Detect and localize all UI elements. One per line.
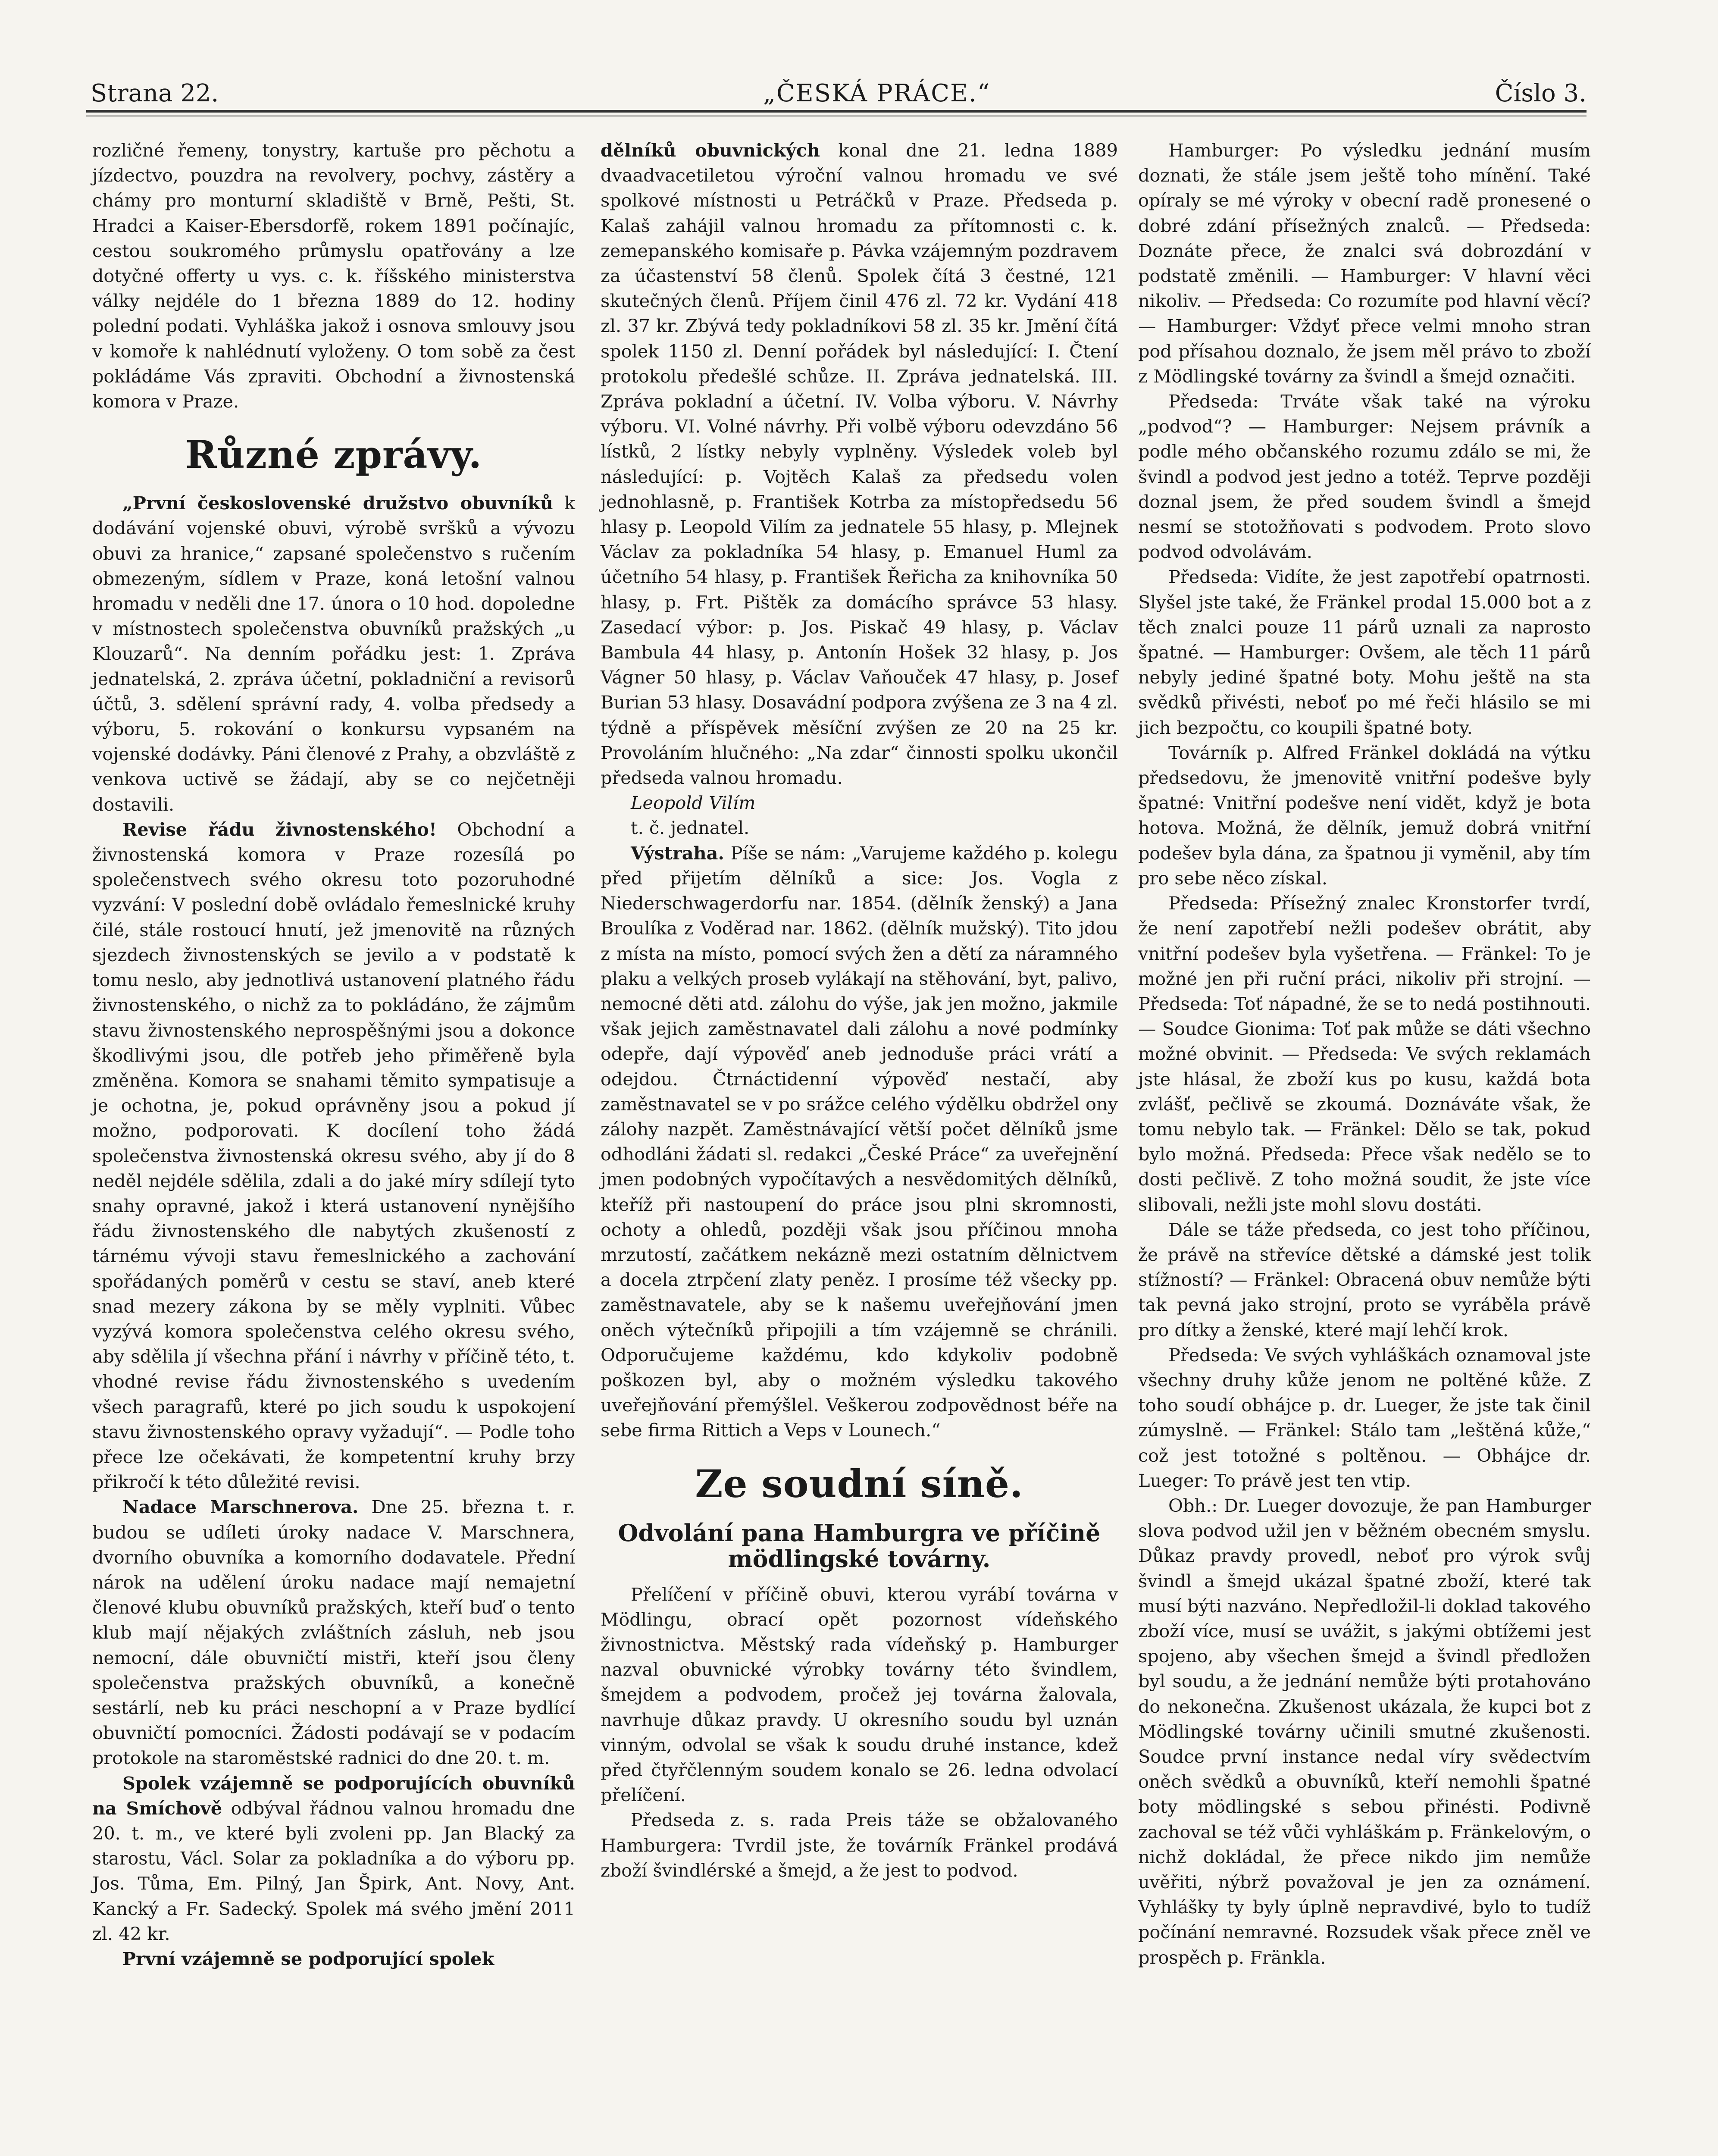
article-lead: dělníků obuvnických: [601, 140, 820, 161]
article-lead: Výstraha.: [631, 842, 724, 864]
article-subtitle-hamburger: Odvolání pana Hamburgra ve příčině mödlingské továrny.: [618, 1519, 1101, 1573]
signature-role: t. č. jednatel.: [631, 818, 750, 839]
column-2: [601, 138, 1118, 1883]
article-body: k dodávání vojenské obuvi, výrobě svršků a vývozu obuvi za hranice,“ zapsané společenstvo s ručením obmezeným, sídlem v Praze, koná letošní valnou hromadu v neděli dne 17. února o 10 hod. dopoledne v místnostech společenstva obuvníků pražských „u Klouzarů“. Na denním pořádku jest: 1. Zpráva jednatelská, 2. zpráva účetní, pokladniční a revisorů účtů, 3. sdělení správní rady, 4. volba předsedy a výboru, 5. rokování o konkursu vypsaném na vojenské dodávky. Páni členové z Prahy, a obzvláště z venkova uctivě se žádají, aby se co nejčetněji dostavili.: [92, 493, 575, 815]
court-paragraph: Předseda: Vidíte, že jest zapotřebí opatrnosti. Slyšel jste také, že Fränkel prodal 15.000 bot a z těch znalci pouze 11 párů uznali za naprosto špatné. — Hamburger: Ovšem, ale těch 11 párů nebyly jediné špatné boty. Mohu ještě na sta svědků přivésti, neboť po mé řeči hlásilo se mi jich bezpočtu, co koupili špatné boty.: [1138, 567, 1591, 738]
article-lead: Spolek vzájemně se podporujících obuvníků na Smíchově: [92, 1772, 575, 1819]
page-header: [91, 78, 1587, 109]
article-lead: „První československé družstvo obuvníků: [122, 492, 553, 514]
court-paragraph: Obh.: Dr. Lueger dovozuje, že pan Hamburger slova podvod užil jen v běžném obecném smyslu. Důkaz pravdy provedl, neboť pro výrok svůj švindl a šmejd ukázal špatné zboží, které tak musí býti nazváno. Nepředložil-li doklad takového zboží více, musí se uvážit, s jakými obtížemi jest spojeno, aby všechen šmejd a švindl předložen byl soudu, a že jednání nemůže býti protahováno do nekonečna. Zkušenost ukázala, že kupci bot z Mödlingské továrny učinili smutné zkušenosti. Soudce první instance nedal víry svědectvím oněch svědků a obuvníků, kteří nemohli špatné boty mödlingské s sebou přinésti. Podivně zachoval se též vůči vyhláškám p. Fränkelovým, o nichž dokládal, že přece nikdo jim nemůže uvěřiti, nýbrž považoval je jen za oznámení. Vyhlášky ty byly úplně nepravdivé, bylo to tudíž počínání nemravné. Rozsudek však přece zněl ve prospěch p. Fränkla.: [1138, 1495, 1591, 1968]
article-body: odbýval řádnou valnou hromadu dne 20. t. m., ve které byli zvoleni pp. Jan Blacký za starostu, Václ. Solar za pokladníka a do výboru pp. Jos. Tůma, Em. Pilný, Jan Špirk, Ant. Novy, Ant. Kancký a Fr. Sadecký. Spolek má svého jmění 2011 zl. 42 kr.: [92, 1798, 575, 1944]
section-title-ruzne-zpravy: Různé zprávy.: [185, 432, 482, 477]
page-number: Strana 22.: [91, 79, 219, 107]
article-druzstvo: [92, 491, 575, 817]
article-lead: Nadace Marschnerova.: [122, 1496, 359, 1518]
article-hamburger-intro: Přelíčení v příčině obuvi, kterou vyrábí továrna v Mödlingu, obrací opět pozornost vídeňského živnostnictva. Městský rada vídeňský p. Hamburger nazval obuvnické výrobky továrny této švindlem, šmejdem a podvodem, pročež jej továrna žalovala, navrhuje důkaz pravdy. U okresního soudu byl uznán vinným, odvolal se však k soudu druhé instance, kdež před čtyřčlenným soudem konalo se 26. ledna odvolací přelíčení.: [601, 1584, 1118, 1806]
article-hamburger-question: Předseda z. s. rada Preis táže se obžalovaného Hamburgera: Tvrdil jste, že továrník Fränkel prodává zboží švindlérské a šmejd, a že jest to podvod.: [601, 1810, 1118, 1881]
intro-paragraph: rozličné řemeny, tonystry, kartuše pro pěchotu a jízdectvo, pouzdra na revolvery, pochvy, zástěry a chámy pro monturní skladiště v Brně, Pešti, St. Hradci a Kaiser-Ebersdorfě, rokem 1891 počínajíc, cestou soukromého průmyslu opatřovány a lze dotyčné offerty u vys. c. k. říšského ministerstva války nejdéle do 1 března 1889 do 12. hodiny polední podati. Vyhláška jakož i osnova smlouvy jsou v komoře k nahlédnutí vyloženy. O tom sobě za čest pokládáme Vás zpraviti. Obchodní a živnostenská komora v Praze.: [92, 140, 575, 412]
issue-number: Číslo 3.: [1495, 79, 1587, 107]
court-paragraph: Dále se táže předseda, co jest toho příčinou, že právě na střevíce dětské a dámské jest tolik stížností? — Fränkel: Obracená obuv nemůže býti tak pevná jako strojní, proto se vyráběla právě pro dítky a ženské, které mají lehčí krok.: [1138, 1219, 1591, 1341]
signature-name: Leopold Vilím: [631, 793, 756, 814]
court-paragraph: Předseda: Ve svých vyhláškách oznamoval jste všechny druhy kůže jenom ne poltěné kůže. Z toho soudí obhájce p. dr. Lueger, že jste tak činil zúmyslně. — Fränkel: Stálo tam „leštěná kůže,“ což jest totožné s poltěnou. — Obhájce dr. Lueger: To právě jest ten vtip.: [1138, 1344, 1591, 1491]
court-paragraph: Továrník p. Alfred Fränkel dokládá na výtku předsedovu, že jmenovitě vnitřní podešve byly špatné: Vnitřní podešve není vidět, když je bota hotova. Možná, že dělník, jemuž dobrá vnitřní podešev byla dána, za špatnou ji vyměnil, aby tím pro sebe něco získal.: [1138, 742, 1591, 889]
column-1: [92, 138, 575, 1971]
header-rule-thick: [86, 110, 1587, 113]
article-lead: Revise řádu živnostenského!: [122, 818, 437, 840]
article-spolek-smichov: [92, 1771, 575, 1946]
article-prvni-spolek: [92, 1946, 575, 1971]
article-body: Dne 25. března t. r. budou se udíleti úroky nadace V. Marschnera, dvorního obuvníka a komorního dodavatele. Přední nárok na udělení úroku nadace mají nemajetní členové klubu obuvníků pražských, kteří buď o tento klub mají nějakých zvláštních zásluh, neb jsou nemocní, dále obuvničtí mistři, kteří jsou členy společenstva pražských obuvníků, a konečně sestárlí, neb ku práci neschopní a v Praze bydlící obuvničtí pomocníci. Žádosti podávají se v podacím protokole na staroměstské radnici do dne 20. t. m.: [92, 1497, 575, 1769]
section-title-soudni-sin: Ze soudní síně.: [695, 1461, 1023, 1506]
article-body: Obchodní a živnostenská komora v Praze rozesílá po společenstvech svého okresu toto pozoruhodné vyzvání: V poslední době ovládalo řemeslnické kruhy čilé, stále rostoucí hnutí, jež jmenovitě na různých sjezdech živnostenských se jevilo a v podstatě k tomu neslo, aby jednotlivá ustanovení platného řádu živnostenského, o nichž za to pokládáno, že zájmům stavu živnostenského neprospěšnými jsou a dokonce škodlivými jsou, dle potřeb jeho přiměřeně byla změněna. Komora se snahami těmito sympatisuje a je ochotna, je, pokud oprávněny jsou a pokud jí možno, podporovati. K docílení toho žádá společenstva živnostenská okresu svého, aby jí do 8 neděl nejdéle sdělila, zdali a do jaké míry sdílejí tyto snahy opravné, jakož i která ustanovení nynějšího řádu živnostenského dle nabytých zkušeností z tárnému vývoji stavu řemeslnického a zachování spořádaných poměrů v cestu se staví, aneb které snad mezery zákona by se měly vyplniti. Vůbec vyzývá komora společenstva celého okresu svého, aby sdělila jí všechna přání i návrhy v příčině této, t. vhodné revise řádu živnostenského s uvedením všech paragrafů, které po jich soudu k uspokojení stavu živnostenského opravy vyžadují“. — Podle toho přece lze očekávati, že kompetentní kruhy brzy přikročí k této důležité revisi.: [92, 819, 575, 1493]
masthead-title: „ČESKÁ PRÁCE.“: [763, 79, 991, 107]
article-nadace: [92, 1495, 575, 1771]
court-paragraph: Předseda: Přísežný znalec Kronstorfer tvrdí, že není zapotřebí nežli podešev obrátit, aby vnitřní podešev byla vyšetřena. — Fränkel: To je možné jen při ruční práci, nikoliv při strojní. — Předseda: Toť nápadné, že se to nedá postihnouti. — Soudce Gionima: Toť pak může se dáti všechno možné obvinit. — Předseda: Ve svých reklamách jste hlásal, že zboží kus po kusu, každá bota zvlášť, pečlivě se zkoumá. Doznáváte však, že tomu nebylo tak. — Fränkel: Dělo se tak, pokud bylo možná. Předseda: Přece však nedělo se to dosti pečlivě. Z toho možná soudit, že jste více slibovali, nežli jste mohl slovu dostáti.: [1138, 893, 1591, 1215]
article-vystraha: [601, 841, 1118, 1443]
article-body: Píše se nám: „Varujeme každého p. kolegu před přijetím dělníků a sice: Jos. Vogla z Niederschwagerdorfu nar. 1854. (dělník ženský) a Jana Broulíka z Voděrad nar. 1862. (dělník mužský). Tito jdou z místa na místo, pomocí svých žen a dětí za náramného plaku a velkých proseb vylákají na stěhování, byt, palivo, nemocné děti atd. zálohu do výše, jak jen možno, jakmile však jejich zaměstnavatel dali zálohu a nové podmínky odepře, dají výpověď aneb jednoduše práci vrátí a odejdou. Čtrnáctidenní výpověď nestačí, aby zaměstnavatel se v po srážce celého výdělku obdržel ony zálohy nazpět. Zaměstnávající větší počet dělníků jsme odhodláni žádati sl. redakci „České Práce“ za uveřejnění jmen podobných vypočítavých a nesvědomitých dělníků, kteříž při nastoupení do práce jsou plni skromnosti, ochoty a ohledů, později však jsou příčinou mnoha mrzutostí, začátkem nekázně mezi ostatním dělnictvem a docela ztrpčení zlaty peněz. I prosíme též všecky pp. zaměstnavatele, aby se k našemu uveřejňování jmen oněch výtečníků připojili a tím vzájemně se chránili. Odporučujeme každému, kdo kdykoliv podobně poškozen byl, aby o možném výsledku takového uveřejňování přemýšlel. Veškerou zodpovědnost béře na sebe firma Rittich a Veps v Lounech.“: [601, 843, 1118, 1441]
court-paragraph: Předseda: Trváte však také na výroku „podvod“? — Hamburger: Nejsem právník a podle mého občanského rozumu zdálo se mi, že švindl a podvod jest jedno a totéž. Teprve později doznal jsem, že před soudem švindl a šmejd nesmí se stotožňovati s podvodem. Proto slovo podvod odvolávám.: [1138, 391, 1591, 563]
article-spolek-delniku: [601, 138, 1118, 790]
article-lead: První vzájemně se podporující spolek: [122, 1948, 494, 1970]
article-body: konal dne 21. ledna 1889 dvaadvacetiletou výroční valnou hromadu ve své spolkové místnosti u Petráčků v Praze. Předseda p. Kalaš zahájil valnou hromadu za přítomnosti c. k. zemepanského komisaře p. Pávka vzájemným pozdravem za účastenství 58 členů. Spolek čítá 3 čestné, 121 skutečných členů. Příjem činil 476 zl. 72 kr. Vydání 418 zl. 37 kr. Zbývá tedy pokladníkovi 58 zl. 35 kr. Jmění čítá spolek 1150 zl. Denní pořádek byl následující: I. Čtení protokolu předešlé schůze. II. Zpráva jednatelská. III. Zpráva pokladní a účetní. IV. Volba výboru. V. Návrhy výboru. VI. Volné návrhy. Při volbě výboru odevzdáno 56 lístků, 2 lístky nebyly vyplněny. Výsledek voleb byl následující: p. Vojtěch Kalaš za předsedu volen jednohlasně, p. František Kotrba za místopředsedu 56 hlasy p. Leopold Vilím za jednatele 55 hlasy, p. Mlejnek Václav za pokladníka 54 hlasy, p. Emanuel Huml za účetního 54 hlasy, p. František Řeřicha za knihovníka 50 hlasy, p. Frt. Pištěk za domácího správce 53 hlasy. Zasedací výbor: p. Jos. Piskač 49 hlasy, p. Václav Bambula 44 hlasy, p. Antonín Hošek 32 hlasy, p. Jos Vágner 50 hlasy, p. Václav Vaňouček 47 hlasy, p. Josef Burian 53 hlasy. Dosavádní podpora zvýšena ze 3 na 4 zl. týdně a příspěvek měsíční zvýšen ze 20 na 25 kr. Provoláním hlučného: „Na zdar“ činnosti spolku ukončil předseda valnou hromadu.: [601, 140, 1118, 789]
article-revise: [92, 817, 575, 1495]
court-paragraph: Hamburger: Po výsledku jednání musím doznati, že stále jsem ještě toho mínění. Také opíraly se mé výroky v obecní radě pronesené o dobré zdání přísežných znalců. — Předseda: Doznáte přece, že znalci svá dobrozdání v podstatě změnili. — Hamburger: V hlavní věci nikoliv. — Předseda: Co rozumíte pod hlavní věcí? — Hamburger: Vždyť přece velmi mnoho stran pod přísahou doznalo, že jsem měl právo to zboží z Mödlingské továrny za švindl a šmejd označiti.: [1138, 140, 1591, 387]
column-3: [1138, 138, 1591, 1970]
